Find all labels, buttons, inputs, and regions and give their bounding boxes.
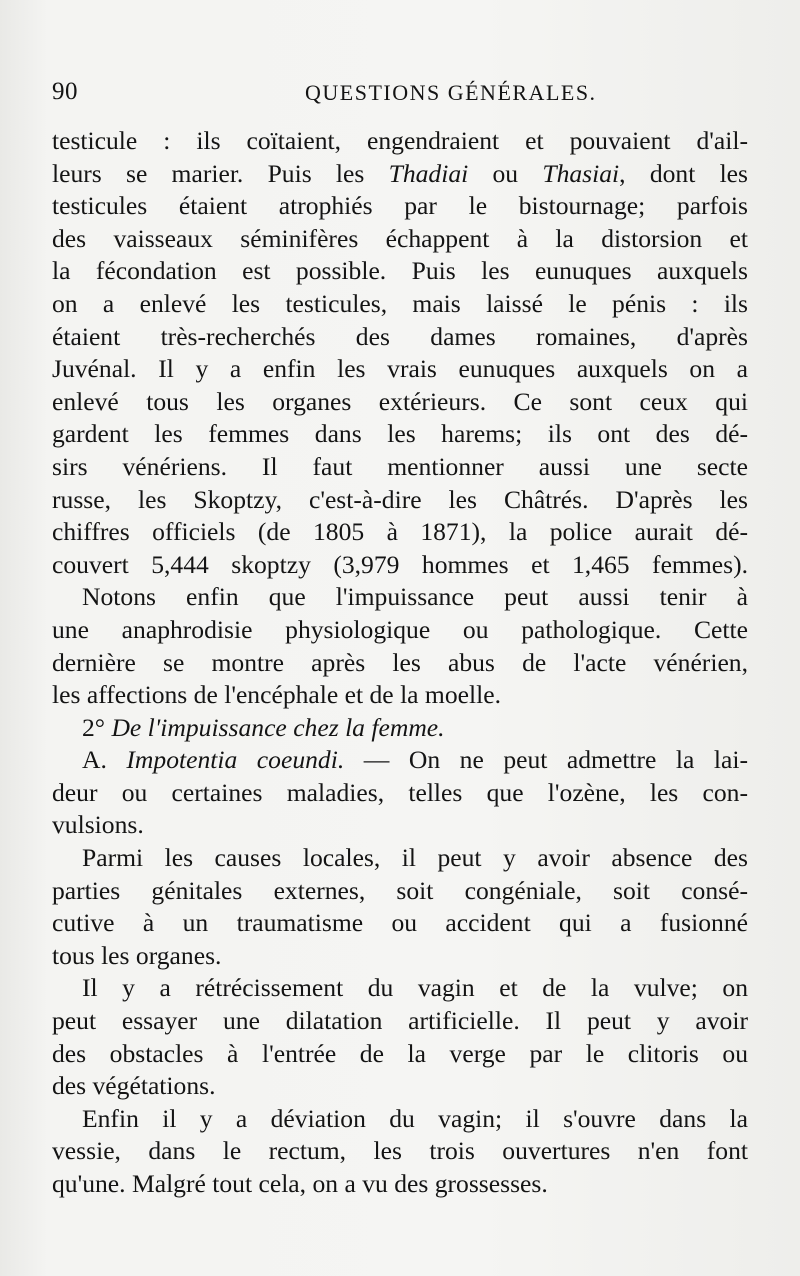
text-line: deur ou certaines maladies, telles que l'ozène, les con- xyxy=(52,777,748,807)
text-line: vulsions. xyxy=(52,810,144,840)
text-line: testicules étaient atrophiés par le bistournage; parfois xyxy=(52,191,748,221)
text-line: Il y a rétrécissement du vagin et de la vulve; on xyxy=(82,973,748,1003)
text-line: testicule : ils coïtaient, engendraient et pouvaient d'ail- xyxy=(52,126,748,155)
page-number: 90 xyxy=(52,78,78,105)
text-line: sirs vénériens. Il faut mentionner aussi une secte xyxy=(52,451,748,481)
text-line: peut essayer une dilatation artificielle. Il peut y avoir xyxy=(52,1006,748,1036)
page-header xyxy=(50,78,750,114)
text-line: étaient très-recherchés des dames romaines, d'après xyxy=(52,321,748,351)
section-heading: 2° De l'impuissance chez la femme. xyxy=(82,712,445,742)
text-line: russe, les Skoptzy, c'est-à-dire les Châtrés. D'après les xyxy=(52,484,748,514)
body-text xyxy=(52,125,748,1201)
text-line: parties génitales externes, soit congéniale, soit consé- xyxy=(52,875,748,905)
text-line: couvert 5,444 skoptzy (3,979 hommes et 1,465 femmes). xyxy=(52,549,748,579)
text-line: les affections de l'encéphale et de la moelle. xyxy=(52,680,501,710)
text-line: dernière se montre après les abus de l'acte vénérien, xyxy=(52,647,748,677)
text-line: chiffres officiels (de 1805 à 1871), la police aurait dé- xyxy=(52,517,748,547)
text-line: qu'une. Malgré tout cela, on a vu des grossesses. xyxy=(52,1169,548,1198)
subsection-heading: A. Impotentia coeundi. — On ne peut admettre la lai- xyxy=(82,745,749,775)
text-line: Parmi les causes locales, il peut y avoir absence des xyxy=(82,843,748,873)
text-line: gardent les femmes dans les harems; ils ont des dé- xyxy=(52,419,748,449)
text-line: Enfin il y a déviation du vagin; il s'ouvre dans la xyxy=(82,1103,748,1133)
text-line: leurs se marier. Puis les Thadiai ou Thasiai, dont les xyxy=(52,158,748,188)
text-line: Juvénal. Il y a enfin les vrais eunuques auxquels on a xyxy=(52,354,748,384)
text-line: on a enlevé les testicules, mais laissé le pénis : ils xyxy=(52,288,748,318)
text-line: cutive à un traumatisme ou accident qui a fusionné xyxy=(52,908,748,938)
text-line: une anaphrodisie physiologique ou pathologique. Cette xyxy=(52,614,748,644)
text-line: Notons enfin que l'impuissance peut aussi tenir à xyxy=(82,582,748,612)
text-line: la fécondation est possible. Puis les eunuques auxquels xyxy=(52,256,748,286)
text-line: des vaisseaux séminifères échappent à la distorsion et xyxy=(52,223,748,253)
running-head: QUESTIONS GÉNÉRALES. xyxy=(305,80,597,105)
text-line: vessie, dans le rectum, les trois ouvertures n'en font xyxy=(52,1136,748,1166)
text-line: tous les organes. xyxy=(52,940,222,970)
text-line: des végétations. xyxy=(52,1071,216,1101)
text-line: des obstacles à l'entrée de la verge par le clitoris ou xyxy=(52,1038,748,1068)
text-line: enlevé tous les organes extérieurs. Ce sont ceux qui xyxy=(52,386,748,416)
